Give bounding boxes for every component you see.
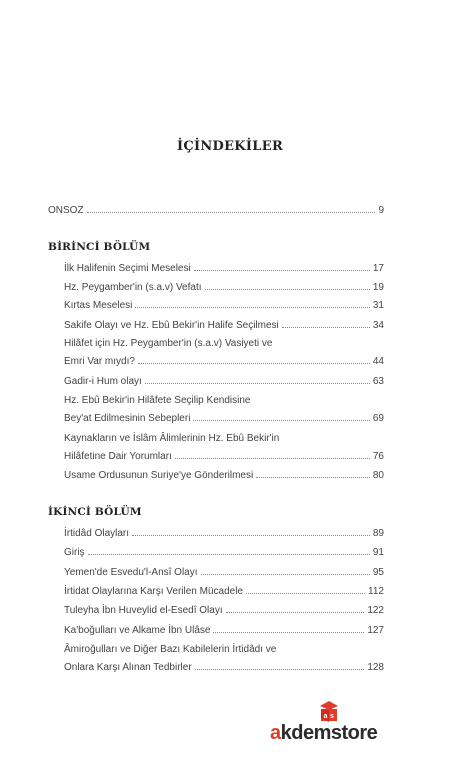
dot-leader <box>135 307 370 308</box>
toc-entry-label: Giriş <box>64 547 85 558</box>
page-title: İÇİNDEKİLER <box>176 139 284 154</box>
toc-entry-label-line: Hilâfet için Hz. Peygamber'in (s.a.v) Vasiyeti ve <box>64 338 273 349</box>
toc-entry[interactable] <box>64 567 384 579</box>
dot-leader <box>88 554 370 555</box>
toc-entry-page: 31 <box>372 300 384 311</box>
toc-entry-page: 34 <box>372 320 384 331</box>
toc-entry-page: 69 <box>372 413 384 424</box>
toc-entry[interactable] <box>64 356 384 368</box>
toc-entry-label: Yemen'de Esvedu'l-Ansî Olayı <box>64 567 198 578</box>
toc-entry-page: 19 <box>372 282 384 293</box>
toc-entry[interactable] <box>64 282 384 294</box>
dot-leader <box>175 458 370 459</box>
svg-text:s: s <box>330 713 334 720</box>
toc-entry-label: Gadir-i Hum olayı <box>64 376 142 387</box>
svg-text:a: a <box>323 713 328 720</box>
toc-entry-page: 89 <box>372 528 384 539</box>
toc-entry-page: 127 <box>367 625 384 636</box>
toc-entry-label: Sakife Olayı ve Hz. Ebû Bekir'in Halife Seçilmesi <box>64 320 279 331</box>
toc-entry[interactable] <box>64 263 384 275</box>
toc-entry-label-line: Kaynakların ve İslâm Âlimlerinin Hz. Ebû Bekir'in <box>64 433 280 444</box>
dot-leader <box>145 383 370 384</box>
toc-entry-page: 17 <box>372 263 384 274</box>
toc-entry[interactable] <box>64 413 384 425</box>
toc-entry-label: Bey'at Edilmesinin Sebepleri <box>64 413 191 424</box>
toc-entry-label: Emri Var mıydı? <box>64 356 135 367</box>
logo-wordmark <box>270 722 377 745</box>
toc-entry-label: Usame Ordusunun Suriye'ye Gönderilmesi <box>64 470 254 481</box>
dot-leader <box>213 632 364 633</box>
toc-entry-label: İrtidâd Olayları <box>64 528 130 539</box>
toc-entry-page: 112 <box>368 586 384 597</box>
toc-entry-label: Onlara Karşı Alınan Tedbirler <box>64 662 192 673</box>
toc-entry-page: 9 <box>378 205 384 216</box>
toc-entry-page: 76 <box>372 451 384 462</box>
toc-entry-page: 91 <box>372 547 384 558</box>
dot-leader <box>195 669 365 670</box>
dot-leader <box>194 270 370 271</box>
toc-entry[interactable] <box>64 547 384 559</box>
toc-entry-page: 80 <box>372 470 384 481</box>
toc-entry-page: 63 <box>372 376 384 387</box>
toc-entry[interactable] <box>64 662 384 674</box>
toc-entry-label-line: Hz. Ebû Bekir'in Hilâfete Seçilip Kendisine <box>64 395 251 406</box>
toc-entry-label: Kırtas Meselesi <box>64 300 133 311</box>
dot-leader <box>193 420 369 421</box>
logo-wordmark-prefix: a <box>270 722 281 744</box>
toc-entry-label: Hz. Peygamber'in (s.a.v) Vefatı <box>64 282 202 293</box>
dot-leader <box>256 477 370 478</box>
dot-leader <box>87 212 376 213</box>
toc-entry-onsoz[interactable] <box>48 205 384 217</box>
toc-entry-page: 44 <box>372 356 384 367</box>
toc-entry-page: 128 <box>367 662 384 673</box>
toc-entry-label: Tuleyha İbn Huveylid el-Esedî Olayı <box>64 605 223 616</box>
dot-leader <box>226 612 365 613</box>
toc-entry[interactable] <box>64 320 384 332</box>
dot-leader <box>282 327 370 328</box>
book-stack-icon <box>318 700 340 724</box>
toc-entry[interactable] <box>64 586 384 598</box>
toc-entry-label: İrtidat Olaylarına Karşı Verilen Mücadele <box>64 586 243 597</box>
toc-entry-label: Ka'boğulları ve Alkame İbn Ulâse <box>64 625 211 636</box>
dot-leader <box>138 363 370 364</box>
dot-leader <box>201 574 370 575</box>
dot-leader <box>205 289 370 290</box>
section-heading-1: BİRİNCİ BÖLÜM <box>48 241 151 253</box>
toc-entry[interactable] <box>64 300 384 312</box>
toc-entry[interactable] <box>64 451 384 463</box>
toc-entry[interactable] <box>64 605 384 617</box>
dot-leader <box>246 593 365 594</box>
toc-entry-label: İlk Halifenin Seçimi Meselesi <box>64 263 191 274</box>
toc-entry-label-line: Âmiroğulları ve Diğer Bazı Kabilelerin İrtidâdı ve <box>64 644 277 655</box>
logo-wordmark-rest: kdemstore <box>280 722 378 744</box>
toc-entry[interactable] <box>64 528 384 540</box>
toc-entry[interactable] <box>64 625 384 637</box>
section-heading-2: İKİNCİ BÖLÜM <box>48 506 142 518</box>
toc-entry-page: 95 <box>372 567 384 578</box>
toc-entry-label: ONSOZ <box>48 205 84 216</box>
toc-entry[interactable] <box>64 470 384 482</box>
toc-entry-label: Hilâfetine Dair Yorumları <box>64 451 172 462</box>
toc-entry-page: 122 <box>367 605 384 616</box>
akdemstore-logo <box>270 700 410 750</box>
toc-entry[interactable] <box>64 376 384 388</box>
dot-leader <box>132 535 370 536</box>
